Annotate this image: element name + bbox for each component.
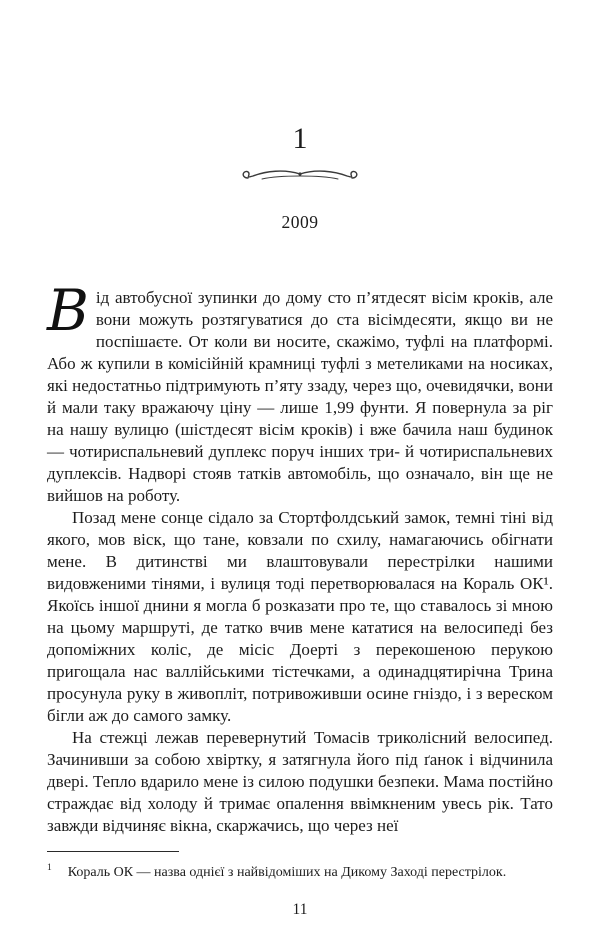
paragraph-1-text: ід автобусної зупинки до дому сто п’ятдесят вісім кроків, але вони можуть розтягуватися до ста вісімдесяти, якщо ви не поспішаєте. От коли ви носите, скажімо, туфлі на платформі. Або ж купили в комісійній крамниці туфлі з метеликами на носиках, які недостатньо підтримують п’яту ззаду, через що, очевидячки, вони й мали таку вражаючу ціну — лише 1,99 фунти. Я повернула за ріг на нашу вулицю (шістдесят вісім кроків) і вже бачила наш будинок — чотириспальневий дуплекс поруч інших три- й чотириспальневих дуплексів. Надворі стояв татків автомобіль, що означало, він ще не вийшов на роботу. [47,288,553,505]
footnote-area [47,851,553,882]
footnote-text: Кораль ОК — назва однієї з найвідоміших на Дикому Заході перестрілок. [67,864,507,880]
chapter-year: 2009 [281,212,319,232]
flourish-icon [240,164,360,186]
footnote [47,859,553,882]
chapter-ornament-flourish [47,164,553,186]
paragraph-3: На стежці лежав перевернутий Томасів триколісний велосипед. Зачинивши за собою хвіртку, я затягнула його під ґанок і відчинила двері. Тепло вдарило мене із силою подушки безпеки. Мама постійно страждає від холоду й тримає опалення ввімкненим увесь рік. Тато завжди відчиняє вікна, скаржачись, що через неї [47,728,553,835]
body-text [47,278,553,837]
footnote-marker: 1 [47,863,52,873]
footnote-divider [47,851,179,852]
paragraph-1 [47,278,553,507]
dropcap-letter: В [47,278,89,344]
page-number: 11 [292,901,308,918]
chapter-number: 1 [292,122,308,155]
paragraph-2: Позад мене сонце сідало за Стортфолдський замок, темні тіні від якого, мов віск, що тане, ковзали по схилу, намагаючись обігнати мене. В дитинстві ми влаштовували перестрілки нашими видовженими тінями, і вулиця тоді перетворювалася на Кораль ОК¹. Якоїсь іншої днини я могла б розказати про те, що ставалось зі мною на цьому маршруті, де татко вчив мене кататися на велосипеді без допоміжних коліс, де місіс Доерті з перекошеною перукою пригощала нас валлійськими тістечками, а одинадцятирічна Трина просунула руку в живопліт, потривоживши осине гніздо, і з вереском бігли аж до самого замку. [47,508,553,725]
